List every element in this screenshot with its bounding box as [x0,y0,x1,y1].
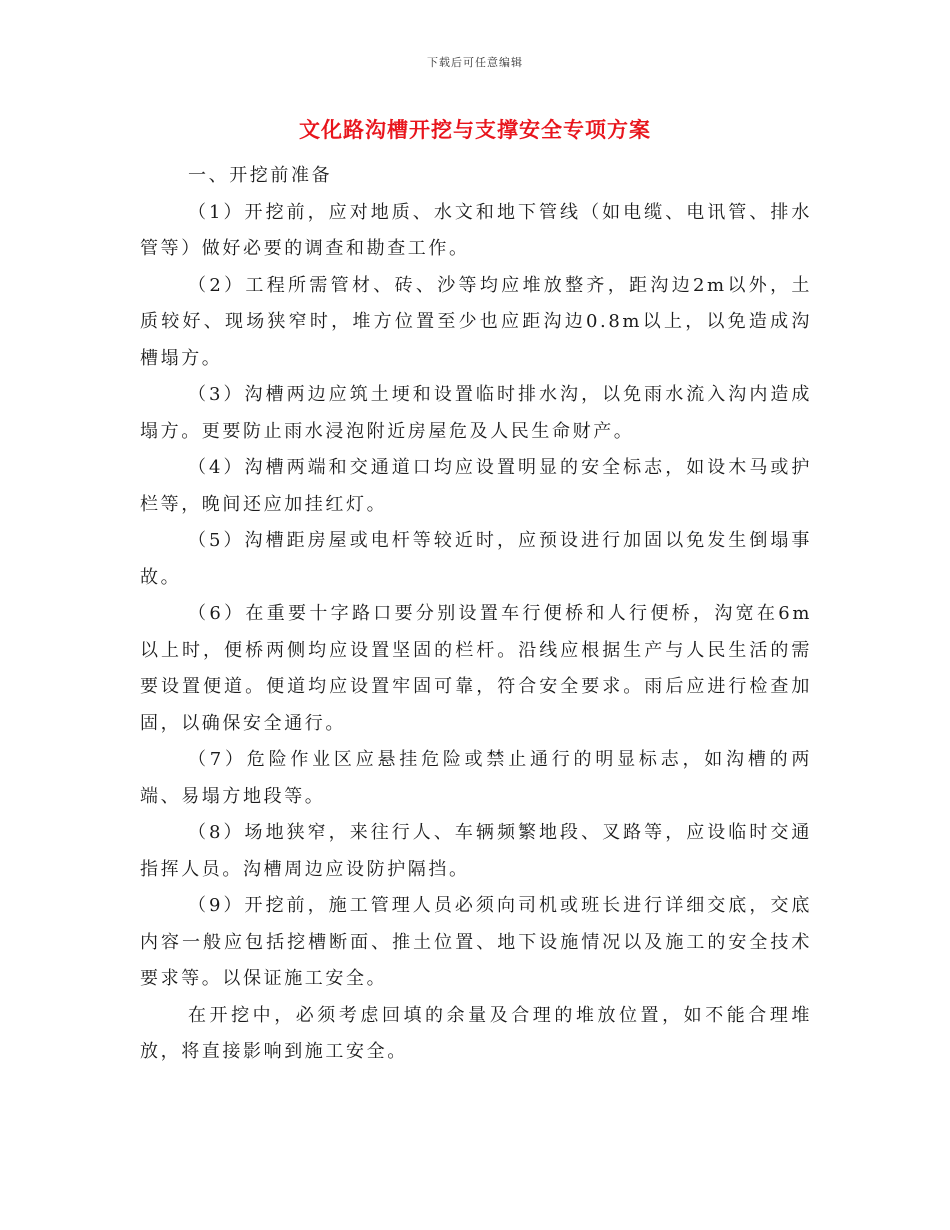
section-heading: 一、开挖前准备 [188,165,333,186]
paragraph-9: （9）开挖前，施工管理人员必须向司机或班长进行详细交底，交底内容一般应包括挖槽断面、推土位置、地下设施情况以及施工的安全技术要求等。以保证施工安全。 [140,895,812,989]
page-header-note: 下载后可任意编辑 [427,56,523,69]
paragraph-closing: 在开挖中，必须考虑回填的余量及合理的堆放位置，如不能合理堆放，将直接影响到施工安全。 [140,1004,812,1062]
paragraph-2: （2）工程所需管材、砖、沙等均应堆放整齐，距沟边2m以外，土质较好、现场狭窄时，堆方位置至少也应距沟边0.8m以上，以免造成沟槽塌方。 [140,274,812,369]
paragraph-3: （3）沟槽两边应筑土埂和设置临时排水沟，以免雨水流入沟内造成塌方。更要防止雨水浸泡附近房屋危及人民生命财产。 [140,384,812,442]
document-title: 文化路沟槽开挖与支撑安全专项方案 [299,117,651,142]
paragraph-6: （6）在重要十字路口要分别设置车行便桥和人行便桥，沟宽在6m以上时，便桥两侧均应设置坚固的栏杆。沿线应根据生产与人民生活的需要设置便道。便道均应设置牢固可靠，符合安全要求。雨后应进行检查加固，以确保安全通行。 [140,603,812,734]
document-body [140,158,812,1071]
paragraph-8: （8）场地狭窄，来往行人、车辆频繁地段、叉路等，应设临时交通指挥人员。沟槽周边应设防护隔挡。 [140,822,812,880]
paragraph-7: （7）危险作业区应悬挂危险或禁止通行的明显标志，如沟槽的两端、易塌方地段等。 [140,749,812,807]
paragraph-4: （4）沟槽两端和交通道口均应设置明显的安全标志，如设木马或护栏等，晚间还应加挂红灯。 [140,457,812,515]
paragraph-5: （5）沟槽距房屋或电杆等较近时，应预设进行加固以免发生倒塌事故。 [140,530,812,588]
paragraph-1: （1）开挖前，应对地质、水文和地下管线（如电缆、电讯管、排水管等）做好必要的调查和勘查工作。 [140,201,812,259]
